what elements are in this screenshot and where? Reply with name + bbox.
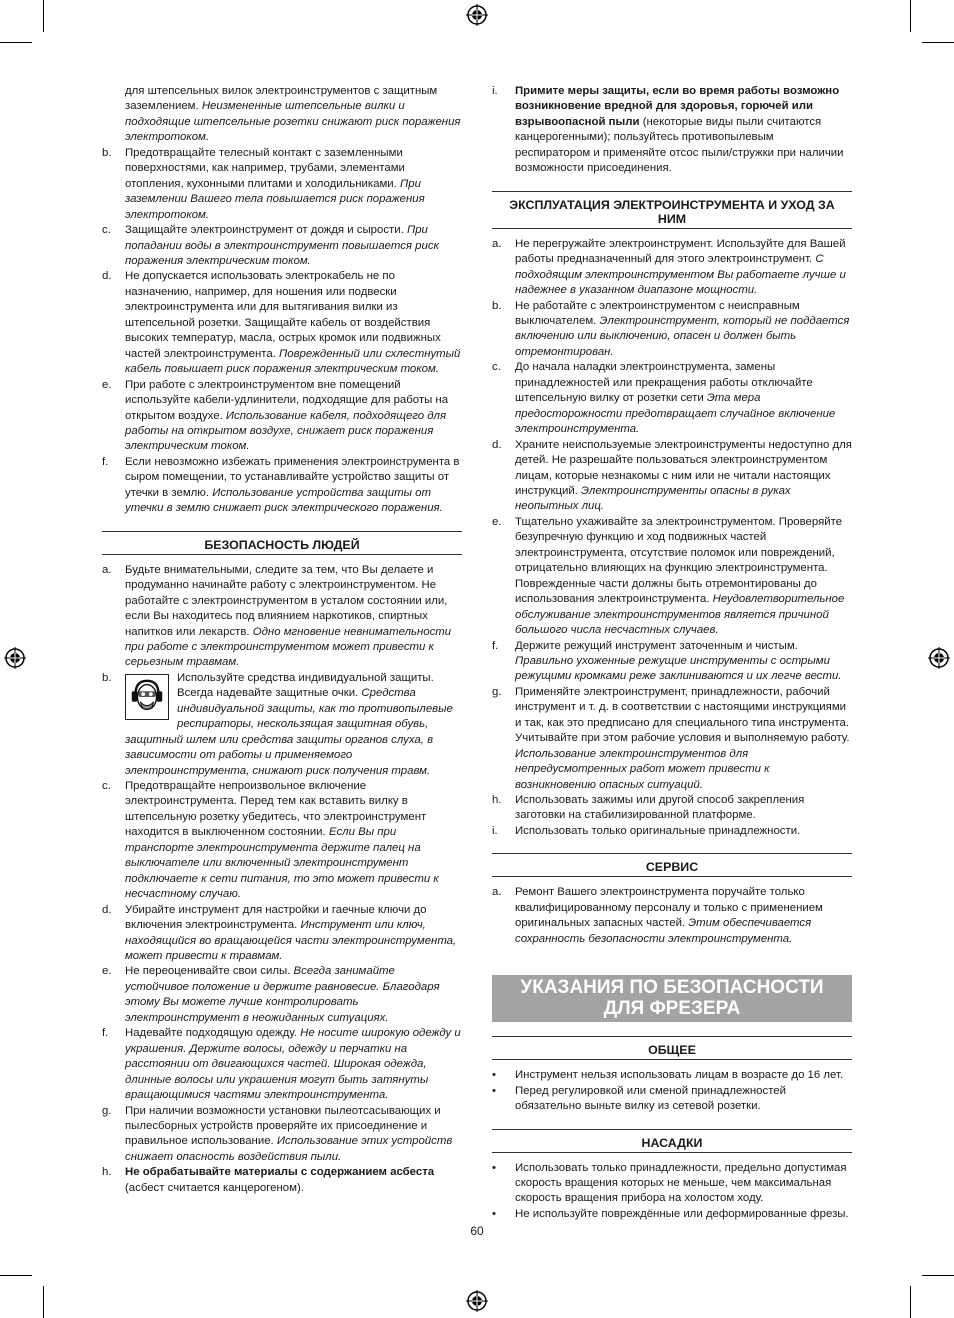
list-item: g. Применяйте электроинструмент, принадлежности, рабочий инструмент и т. д. в соответствии с настоящими инструкциями и так, как это предписано для специального типа инструмента. Учитывайте при этом рабочие условия и выполняемую работу. Использование электроинструментов для непредусмотренных работ может привести к возникновению опасных ситуаций. xyxy=(492,685,850,791)
list-item: e. Тщательно ухаживайте за электроинструментом. Проверяйте безупречную функцию и ход подвижных частей электроинструмента, отсутствие поломок или повреждений, отрицательно влияющих на функцию электроинструмента. Поврежденные части должны быть отремонтированы до использования электроинструмента. Неудовлетворительное обслуживание электроинструментов является причиной большого числа несчастных случаев. xyxy=(492,515,845,637)
list-item: f. Держите режущий инструмент заточенным и чистым. Правильно ухоженные режущие инструменты с острыми режущими кромками реже заклиниваются и их легче вести. xyxy=(492,639,842,683)
page-number: 60 xyxy=(470,1224,484,1238)
section-heading-tool-usage: ЭКСПЛУАТАЦИЯ ЭЛЕКТРОИНСТРУМЕНТА И УХОД ЗА НИМ xyxy=(492,191,852,229)
crop-mark xyxy=(922,42,954,43)
router-safety-banner: УКАЗАНИЯ ПО БЕЗОПАСНОСТИ ДЛЯ ФРЕЗЕРА xyxy=(492,975,852,1022)
tool-usage-list xyxy=(492,237,852,840)
section-heading-people-safety: БЕЗОПАСНОСТЬ ЛЮДЕЙ xyxy=(102,531,462,555)
list-item: a. Будьте внимательными, следите за тем, что Вы делаете и продуманно начинайте работу с электроинструментом. Не работайте с электроинструментом в усталом состоянии или, если Вы находитесь под влиянием наркотиков, спиртных напитков или лекарств. Одно мгновение невнимательности при работе с электроинструментом может привести к серьезным травмам. xyxy=(102,563,452,669)
list-item: h. Не обрабатывайте материалы с содержанием асбеста (асбест считается канцерогеном). xyxy=(102,1166,435,1194)
right-column xyxy=(492,84,852,1222)
list-item: d. Не допускается использовать электрокабель не по назначению, например, для ношения или подвески электроинструмента или для вытягивания вилки из штепсельной розетки. Защищайте кабель от воздействия высоких температур, масла, острых кромок или подвижных частей электроинструмента. Поврежденный или схлестнутый кабель повышает риск поражения электрическим током. xyxy=(102,270,461,376)
list-item: • Инструмент нельзя использовать лицам в возрасте до 16 лет. xyxy=(492,1069,844,1082)
list-item: f. Если невозможно избежать применения электроинструмента в сыром помещении, то устанавливайте устройство защиты от утечки в землю. Использование устройства защиты от утечки в землю снижает риск электрического поражения. xyxy=(102,455,460,515)
list-item: e. Не переоценивайте свои силы. Всегда занимайте устойчивое положение и держите равновесие. Благодаря этому Вы можете лучше контролировать электроинструмент в неожиданных ситуациях. xyxy=(102,965,440,1024)
list-item: g. При наличии возможности установки пылеотсасывающих и пылесборных устройств проверяйте их присоединение и правильное использование. Использование этих устройств снижает опасность воздействия пыли. xyxy=(102,1104,453,1163)
list-item: • Не используйте повреждённые или деформированные фрезы. xyxy=(492,1207,849,1220)
crop-mark xyxy=(43,0,44,32)
registration-mark-icon xyxy=(466,4,488,26)
list-item: • Использовать только принадлежности, предельно допустимая скорость вращения которых не меньше, чем максимальная скорость вращения прибора на холостом ходу. xyxy=(492,1161,847,1205)
crop-mark xyxy=(910,0,911,32)
list-item: h. Использовать зажимы или другой способ закрепления заготовки на стабилизированной платформе. xyxy=(492,794,805,822)
list-item: c. Предотвращайте непроизвольное включение электроинструмента. Перед тем как вставить вилку в штепсельную розетку убедитесь, что электроинструмент находится в выключенном состоянии. Если Вы при транспорте электроинструмента держите палец на выключателе или включенный электроинструмент подключаете к сети питания, то это может привести к несчастному случаю. xyxy=(102,780,439,901)
list-item: e. При работе с электроинструментом вне помещений используйте кабели-удлинители, подходящие для работы на открытом воздухе. Использование кабеля, подходящего для работы на открытом воздухе, снижает риск поражения электрическим током. xyxy=(102,378,449,453)
crop-mark xyxy=(910,1286,911,1318)
list-item: f. Надевайте подходящую одежду. Не носите широкую одежду и украшения. Держите волосы, одежду и перчатки на расстоянии от двигающихся частей. Широкая одежда, длинные волосы или украшения могут быть затянуты вращающимися частями электроинструмента. xyxy=(102,1027,461,1102)
section-heading-service: СЕРВИС xyxy=(492,853,852,877)
list-item: d. Храните неиспользуемые электроинструменты недоступно для детей. Не разрешайте пользоваться электроинструментом лицам, которые незнакомы с ним или не читали настоящих инструкций. Электроинструменты опасны в руках неопытных лиц. xyxy=(492,438,852,513)
section-heading-general: ОБЩЕЕ xyxy=(492,1036,852,1060)
section-heading-attachments: НАСАДКИ xyxy=(492,1129,852,1153)
protective-equipment-icon xyxy=(125,674,169,720)
electrical-safety-list xyxy=(102,146,462,517)
general-bullets xyxy=(492,1068,852,1114)
people-safety-list xyxy=(102,779,462,1165)
list-item: i. Примите меры защиты, если во время работы возможно возникновение вредной для здоровья, горючей или взрывоопасной пыли (некоторые виды пыли считаются канцерогенными); пользуйтесь противопылевым респиратором и применяйте отсос пыли/стружки при наличии возможности присоединения. xyxy=(492,85,844,175)
paragraph-continued: для штепсельных вилок электроинструментов с защитным заземлением. Неизмененные штепсельные вилки и подходящие штепсельные розетки снижают риск поражения электротоком. xyxy=(125,85,461,144)
list-item: a. Не перегружайте электроинструмент. Используйте для Вашей работы предназначенный для этого электроинструмент. С подходящим электроинструментом Вы работаете лучше и надежнее в указанном диапазоне мощности. xyxy=(492,237,846,297)
registration-mark-icon xyxy=(4,647,26,669)
list-item: • Перед регулировкой или сменой принадлежностей обязательно выньте вилку из сетевой розетки. xyxy=(492,1084,786,1113)
left-column xyxy=(102,84,462,1196)
list-item: a. Ремонт Вашего электроинструмента поручайте только квалифицированному персоналу и только с применением оригинальных запасных частей. Этим обеспечивается сохранность безопасности электроинструмента. xyxy=(492,886,823,945)
crop-mark xyxy=(922,1275,954,1276)
crop-mark xyxy=(0,42,32,43)
registration-mark-icon xyxy=(466,1290,488,1312)
list-item: i. Использовать только оригинальные принадлежности. xyxy=(492,824,801,837)
list-item: b. Используйте средства индивидуальной защиты. Всегда надевайте защитные очки. Средства индивидуальной защиты, как то противопылевые респираторы, нескользящая защитная обувь, защитный шлем или средства защиты органов слуха, в зависимости от работы и применяемого электроинструмента, снижают риск получения травм. xyxy=(102,671,453,777)
list-item: d. Убирайте инструмент для настройки и гаечные ключи до включения электроинструмента. Инструмент или ключ, находящийся во вращающейся части электроинструмента, может привести к травмам. xyxy=(102,903,457,963)
registration-mark-icon xyxy=(928,647,950,669)
list-item: c. До начала наладки электроинструмента, замены принадлежностей или прекращения работы отключайте штепсельную вилку от розетки сети Эта мера предосторожности предотвращает случайное включение электроинструмента. xyxy=(492,361,836,436)
attachments-bullets xyxy=(492,1161,852,1223)
list-item: b. Предотвращайте телесный контакт с заземленными поверхностями, как например, трубами, элементами отопления, кухонными плитами и холодильниками. При заземлении Вашего тела повышается риск поражения электротоком. xyxy=(102,146,425,221)
list-item: c. Защищайте электроинструмент от дождя и сырости. При попадании воды в электроинструмент повышается риск поражения электрическим током. xyxy=(102,224,439,267)
list-item: b. Не работайте с электроинструментом с неисправным выключателем. Электроинструмент, который не поддается включению или выключению, опасен и должен быть отремонтирован. xyxy=(492,299,850,358)
crop-mark xyxy=(0,1275,32,1276)
crop-mark xyxy=(43,1286,44,1318)
